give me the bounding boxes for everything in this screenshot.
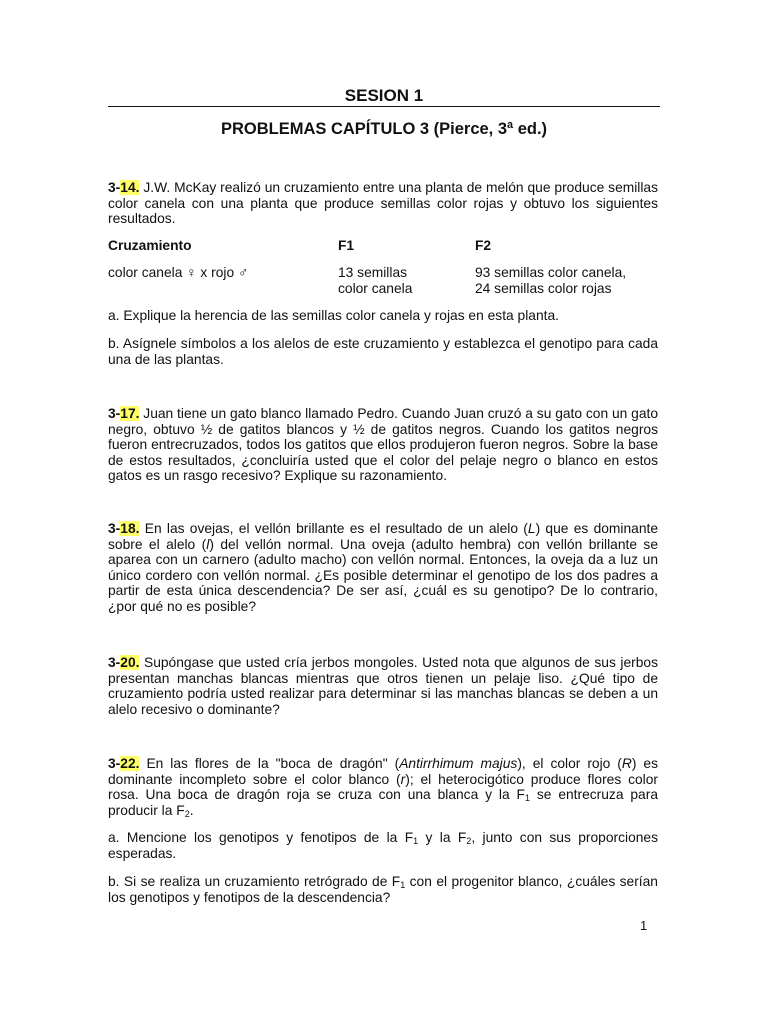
- problem-text-part: ) que es dominante sobre el alelo (: [108, 521, 658, 552]
- problem-3-14-statement: [108, 180, 658, 227]
- problem-prefix: 3-: [108, 406, 121, 421]
- problem-3-22-part-b: [108, 874, 658, 905]
- problem-prefix: 3-: [108, 756, 121, 771]
- problem-text-part: En las flores de la "boca de dragón" (: [139, 756, 400, 771]
- problem-text-part: En las ovejas, el vellón brillante es el resultado de un alelo (: [139, 521, 528, 536]
- table-cell-f2-line2: 24 semillas color rojas: [475, 281, 612, 296]
- problem-3-22-part-a: [108, 830, 658, 861]
- text-part: , junto con sus proporciones esperadas.: [108, 830, 658, 861]
- problem-number-highlight: 22.: [120, 756, 140, 771]
- table-cell-cross: color canela ♀ x rojo ♂: [108, 265, 249, 280]
- subscript: 1: [413, 836, 419, 846]
- table-cell-f2-line1: 93 semillas color canela,: [475, 265, 627, 280]
- problem-3-14-part-a: a. Explique la herencia de las semillas color canela y rojas en esta planta.: [108, 308, 559, 323]
- problem-3-14-part-b: b. Asígnele símbolos a los alelos de este cruzamiento y establezca el genotipo para cada una de las plantas.: [108, 336, 658, 367]
- allele-l: l: [206, 536, 210, 552]
- subscript: 1: [524, 793, 530, 804]
- text-part: b. Si se realiza un cruzamiento retrógrado de F: [108, 874, 401, 889]
- table-header-cruzamiento: Cruzamiento: [108, 238, 192, 253]
- subscript: 1: [400, 880, 406, 890]
- problem-text: J.W. McKay realizó un cruzamiento entre una planta de melón que produce semillas color canela con una planta que produce semillas color rojas y obtuvo los siguientes resultados.: [108, 180, 658, 227]
- problem-3-17-statement: [108, 406, 658, 484]
- problem-number-highlight: 17.: [120, 406, 140, 421]
- problem-3-20-statement: [108, 655, 658, 717]
- species-name: Antirrhimum majus: [399, 756, 518, 771]
- table-header-f2: F2: [475, 238, 492, 253]
- subscript: 2: [466, 836, 472, 846]
- problem-text-part: ), el color rojo (: [517, 756, 622, 771]
- problem-3-18-statement: [108, 521, 658, 615]
- text-part: y la F: [418, 830, 467, 845]
- problem-text: Juan tiene un gato blanco llamado Pedro. Cuando Juan cruzó a su gato con un gato negro, obtuvo ½ de gatitos blancos y ½ de gatitos negros. Cuando los gatitos negros fueron entrecruzados, todos los gatitos que ellos produjeron fueron negros. Sobre la base de estos resultados, ¿concluiría usted que el color del pelaje negro o blanco en estos gatos es un rasgo recesivo? Explique su razonamiento.: [108, 406, 658, 484]
- problem-text-part: ) del vellón normal. Una oveja (adulto hembra) con vellón brillante se aparea con un carnero (adulto macho) con vellón normal. Entonces, la oveja da a luz un único cordero con vellón normal. ¿Es posible determinar el genotipo de los dos padres a partir de esta única descendencia? De ser así, ¿cuál es su genotipo? De lo contrario, ¿por qué no es posible?: [108, 536, 658, 614]
- text-part: con el progenitor blanco, ¿cuáles serían los genotipos y fenotipos de la descendencia?: [108, 874, 658, 905]
- problem-text-part: .: [189, 802, 194, 818]
- page-number: 1: [640, 918, 648, 933]
- allele-R: R: [621, 756, 632, 771]
- problem-number-highlight: 14.: [120, 180, 140, 195]
- problem-text-part: se entrecruza para producir la F: [108, 787, 658, 818]
- page-title: SESION 1: [344, 86, 424, 105]
- allele-r: r: [400, 771, 406, 787]
- table-cell-f1-line2: color canela: [338, 281, 413, 296]
- problem-text-part: ) es dominante incompleto sobre el color blanco (: [108, 756, 658, 787]
- subscript: 2: [184, 808, 190, 819]
- chapter-heading: PROBLEMAS CAPÍTULO 3 (Pierce, 3ª ed.): [220, 120, 548, 138]
- problem-number-highlight: 20.: [120, 655, 140, 670]
- title-rule: [108, 106, 660, 107]
- problem-3-22-statement: [108, 756, 658, 818]
- problem-prefix: 3-: [108, 521, 121, 536]
- table-cell-f1-line1: 13 semillas: [338, 265, 408, 280]
- table-header-f1: F1: [338, 238, 355, 253]
- problem-prefix: 3-: [108, 655, 121, 670]
- problem-text-part: ); el heterocigótico produce flores color rosa. Una boca de dragón roja se cruza con una blanca y la F: [108, 771, 658, 803]
- problem-text: Supóngase que usted cría jerbos mongoles. Usted nota que algunos de sus jerbos presentan manchas blancas mientras que otros tienen un pelaje liso. ¿Qué tipo de cruzamiento podría usted realizar para determinar si las manchas blancas se deben a un alelo recesivo o dominante?: [108, 655, 658, 717]
- allele-L: L: [527, 521, 536, 536]
- problem-number-highlight: 18.: [120, 521, 140, 536]
- problem-prefix: 3-: [108, 180, 121, 195]
- text-part: a. Mencione los genotipos y fenotipos de la F: [108, 830, 414, 845]
